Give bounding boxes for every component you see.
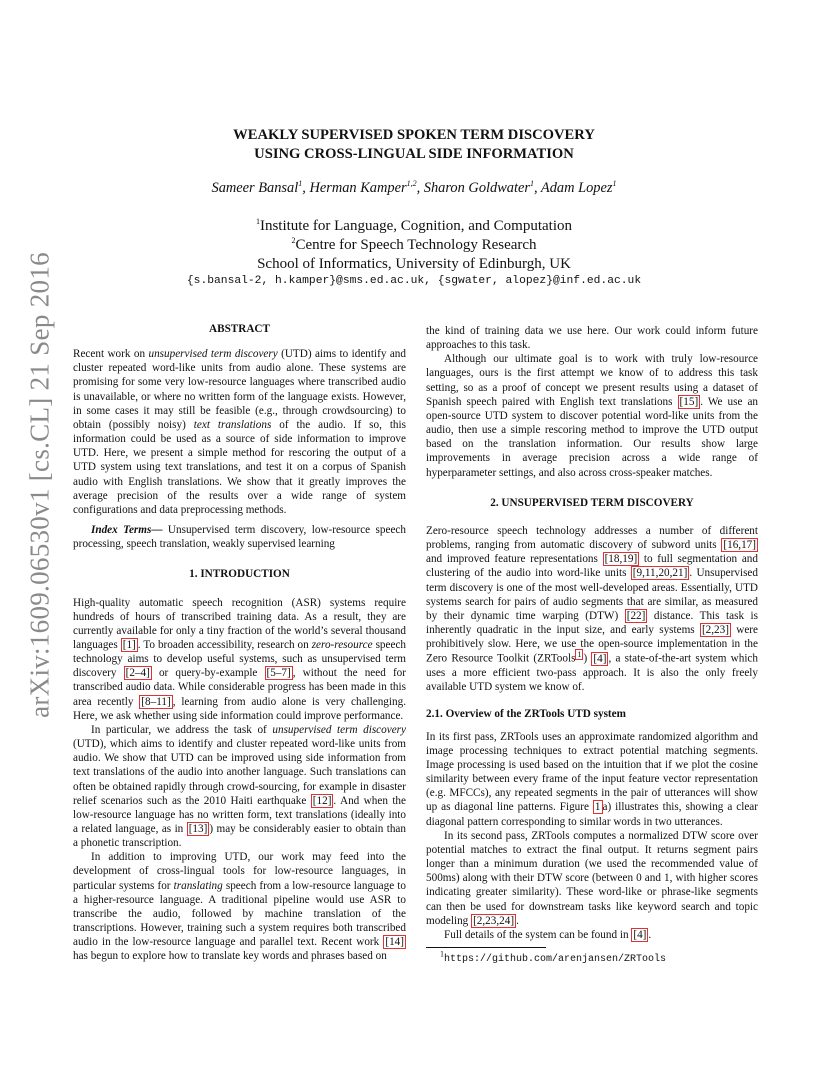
- arxiv-watermark: arXiv:1609.06530v1 [cs.CL] 21 Sep 2016: [24, 252, 55, 718]
- index-terms: Index Terms— Unsupervised term discovery, low-resource speech processing, speech translation, weakly supervised learning: [73, 524, 406, 551]
- footnote: $^1$https://github.com/arenjansen/ZRTools: [440, 949, 667, 965]
- body-paragraph: the kind of training data we use here. Our work could inform future approaches to this task.: [426, 325, 758, 352]
- citation[interactable]: [16,17]: [723, 539, 756, 552]
- citation[interactable]: [8–11]: [141, 695, 171, 708]
- author-emails: {s.bansal-2, h.kamper}@sms.ed.ac.uk, {sgwater, alopez}@inf.ed.ac.uk: [186, 275, 642, 287]
- citation[interactable]: [4]: [593, 653, 607, 666]
- body-paragraph: Zero-resource speech technology addresses a number of different problems, ranging from automatic discovery of subword units [16,17] and improved feature representations [18,19] to full segmentation and clustering of the audio into word-like units [9,11,20,21] . Unsupervised term discovery is one of the most well-developed areas. Essentially, UTD systems search for pairs of audio segments that are similar, as measured by their dynamic time warping (DTW) [22] distance. This task is inherently quadratic in the input size, and early systems [2,23] were prohibitively slow. Here, we use the open-source implementation in the Zero Resource Toolkit (ZRTools $^1$ ) [4] , a state-of-the-art system which uses a more efficient two-pass approach. It is also the only freely available UTD system we know of.: [426, 524, 758, 694]
- intro-paragraph: High-quality automatic speech recognition (ASR) systems require hundreds of hours of transcribed training data. As a result, they are currently available for only a tiny fraction of the world’s several thousand languages [1] . To broaden accessibility, research on zero-resource speech technology aims to develop useful systems, such as unsupervised term discovery [2–4] or query-by-example [5–7] , without the need for transcribed audio data. While considerable progress has been made in this area recently [8–11] , learning from audio alone is very challenging. Here, we ask whether using side information could improve performance.: [73, 596, 407, 722]
- citation[interactable]: [5–7]: [266, 667, 291, 680]
- affiliations: $^1$Institute for Language, Cognition, and Computation $^2$Centre for Speech Technology Research School of Informatics, University of Edinburgh, UK: [255, 217, 573, 272]
- paper-title: WEAKLY SUPERVISED SPOKEN TERM DISCOVERY USING CROSS-LINGUAL SIDE INFORMATION: [233, 127, 595, 162]
- citation[interactable]: [2,23,24]: [473, 914, 515, 927]
- citation[interactable]: [4]: [633, 928, 647, 941]
- abstract-text: Recent work on unsupervised term discovery (UTD) aims to identify and cluster repeated word-like units from audio alone. These systems are promising for some very low-resource languages where transcribed audio is unavailable, or where no written form of the language exists. However, in some cases it may still be feasible (e.g., through crowdsourcing) to obtain (possibly noisy) text translations of the audio. If so, this information could be used as a source of side information to improve UTD. Here, we present a simple method for rescoring the output of a UTD system using text translations, and test it on a corpus of Spanish audio with English translations. We show that it greatly improves the average precision of the results over a wide range of system configurations and data preprocessing methods.: [73, 348, 406, 516]
- intro-heading: 1. INTRODUCTION: [189, 568, 290, 581]
- right-column: [426, 324, 758, 967]
- utd-heading: 2. UNSUPERVISED TERM DISCOVERY: [490, 496, 694, 509]
- footnote-marker[interactable]: 1: [577, 650, 582, 660]
- citation[interactable]: [22]: [626, 609, 646, 622]
- footnote-rule: [426, 947, 546, 948]
- citation[interactable]: [1]: [122, 638, 136, 651]
- intro-paragraph: In addition to improving UTD, our work may feed into the development of cross-lingual tools for low-resource languages, in particular systems for translating speech from a low-resource language to a higher-resource language. A traditional pipeline would use ASR to transcribe the audio, followed by machine translation of the transcriptions. However, training such a system requires both transcribed audio in the low-resource language and parallel text. Recent work [14] has begun to explore how to translate key words and phrases based on: [73, 851, 406, 963]
- citation[interactable]: [15]: [679, 395, 699, 408]
- body-paragraph: Although our ultimate goal is to work with truly low-resource languages, ours is the first attempt we know of to address this task setting, so as a proof of concept we present results using a dataset of Spanish speech paired with English text translations [15] . We use an open-source UTD system to discover potential word-like units from the audio, then use a simple rescoring method to improve the UTD output based on the translation information. Our results show large improvements in average precision across a wide range of hyperparameter settings, and also across cross-speaker matches.: [426, 353, 759, 479]
- figure-ref[interactable]: 1: [594, 801, 601, 814]
- intro-paragraph: In particular, we address the task of unsupervised term discovery (UTD), which aims to identify and cluster repeated word-like units from audio. We show that UTD can be improved using side information from text translations of the audio into another language. Such translations can often be obtained rapidly through crowd-sourcing, for example in disaster relief scenarios such as the 2010 Haiti earthquake [12] . And when the low-resource language has no written form, text translations (ideally into a related language, as in [13] ) may be considerably easier to obtain than a phonetic transcription.: [73, 723, 406, 850]
- overview-heading: 2.1. Overview of the ZRTools UTD system: [426, 708, 626, 721]
- footnote-url[interactable]: https://github.com/arenjansen/ZRTools: [444, 953, 667, 965]
- citation[interactable]: [18,19]: [604, 553, 638, 566]
- body-paragraph: In its second pass, ZRTools computes a normalized DTW score over potential matches to extract the final output. It returns segment pairs longer than a minimum duration (we used the recommended value of 500ms) along with their DTW score (between 0 and 1, with higher scores indicating greater similarity). These word-like or phrase-like segments can then be used for downstream tasks like keyword search and topic modeling [2,23,24] .: [426, 829, 758, 927]
- body-paragraph: Full details of the system can be found in [4] .: [444, 928, 652, 941]
- abstract-heading: ABSTRACT: [209, 323, 270, 335]
- author-list: Sameer Bansal$^1$, Herman Kamper$^{1,2}$, Sharon Goldwater$^1$, Adam Lopez$^1$: [211, 179, 617, 196]
- citation[interactable]: [2,23]: [701, 623, 729, 636]
- citation[interactable]: [9,11,20,21]: [632, 567, 688, 580]
- body-paragraph: In its first pass, ZRTools uses an approximate randomized algorithm and image processing techniques to extract potential matching segments. Image processing is used based on the intuition that if we plot the cosine similarity between every frame of the input feature vector representation (e.g. MFCCs), any repeated segments in the pair of utterances will show up as diagonal line patterns. Figure 1 a) illustrates this, showing a clear diagonal pattern corresponding to similar words in two utterances.: [426, 730, 758, 828]
- citation[interactable]: [14]: [385, 936, 404, 949]
- citation[interactable]: [2–4]: [125, 667, 150, 680]
- citation[interactable]: [12]: [312, 794, 332, 807]
- citation[interactable]: [13]: [188, 823, 208, 835]
- left-column: [73, 322, 406, 964]
